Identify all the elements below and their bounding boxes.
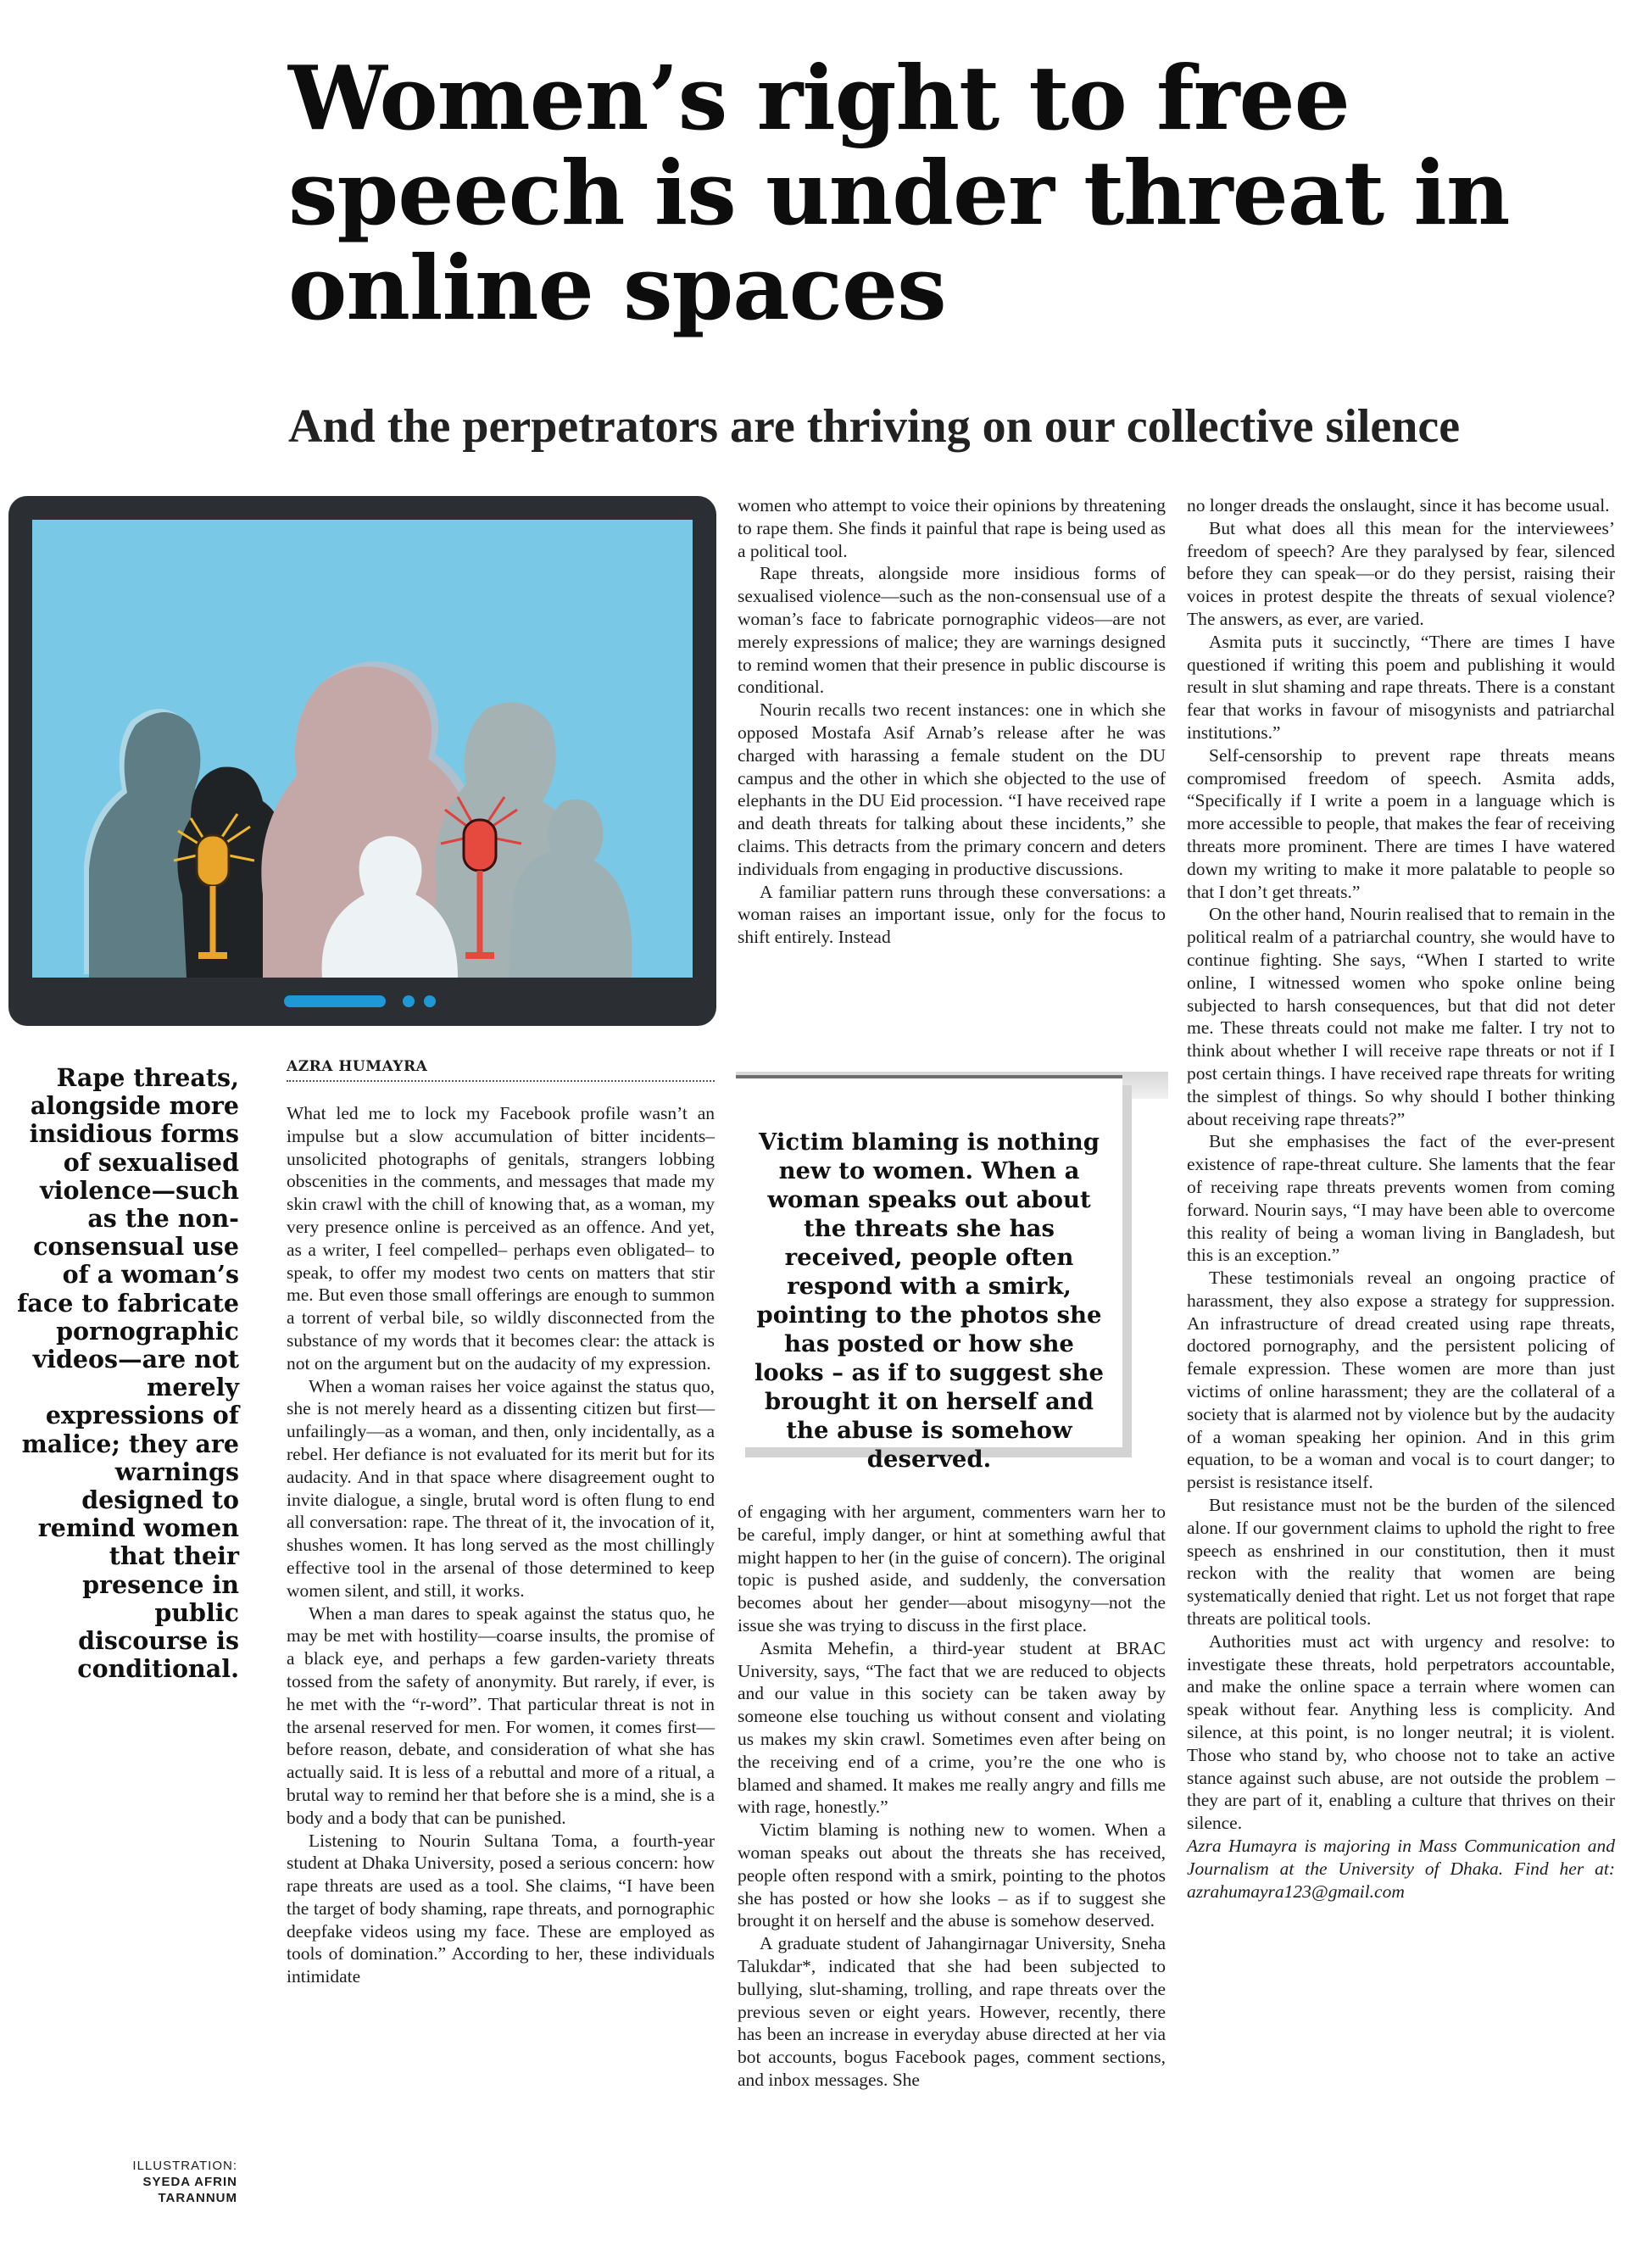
credit-name: TARANNUM [158, 2191, 237, 2205]
home-button-icon [284, 995, 386, 1007]
paragraph: no longer dreads the onslaught, since it has become usual. [1187, 495, 1610, 515]
article-column-2-top [738, 494, 1166, 949]
paragraph: When a woman raises her voice against the status quo, she is not merely heard as a dissenting citizen but first—unfailingly—as a woman, and then, only incidentally, as a rebel. Her defiance is not evaluated for its merit but for its audacity. And in that space where disagreement ought to invite dialogue, a single, brutal word is often flung to end all conversation: rape. The threat of it, the invocation of it, shushes women. It has long served as the most chillingly effective tool in the arsenal of those determined to keep women silent, and still, it works. [287, 1375, 715, 1601]
paragraph: Authorities must act with urgency and resolve: to investigate these threats, hold perpetrators accountable, and make the online space a terrain where women can speak without fear. Anything less is complicity. And silence, at this point, is no longer neutral; it is violent. Those who stand by, who choose not to take an active stance against such abuse, are not outside the problem – they are part of it, enabling a culture that thrives on their silence. [1187, 1630, 1615, 1834]
author-bio: Azra Humayra is majoring in Mass Communication and Journalism at the University of Dhaka. Find her at: azrahumayra123@gmail.com [1187, 1836, 1615, 1902]
paragraph: Victim blaming is nothing new to women. When a woman speaks out about the threats she has received, people often respond with a smirk, pointing to the photos she has posted or how she looks – as if to suggest she brought it on herself and the abuse is somehow deserved. [738, 1819, 1166, 1931]
article-column-3 [1187, 494, 1615, 1903]
credit-name: SYEDA AFRIN [142, 2175, 237, 2189]
byline: AZRA HUMAYRA [287, 1058, 715, 1082]
pull-quote: Rape threats, alongside more insidious forms of sexualised violence—such as the non-consensual use of a woman’s face to fabricate pornographic videos—are not merely expressions of malice; they are warnings designed to remind women that their presence in public discourse is conditional. [17, 1063, 239, 1684]
paragraph: On the other hand, Nourin realised that to remain in the political realm of a patriarchal country, she would have to continue fighting. She says, “When I started to write online, I witnessed women who spoke online being subjected to harsh consequences, but that did not deter me. These threats could not make me falter. I try not to think about whether I will receive rape threats or not if I post certain things. I have received rape threats for writing the simplest of things. So why should I bother thinking about receiving rape threats?” [1187, 904, 1615, 1129]
quote-box [736, 1075, 1122, 1473]
paragraph: Rape threats, alongside more insidious forms of sexualised violence—such as the non-consensual use of a woman’s face to fabricate pornographic videos—are not merely expressions of malice; they are warnings designed to remind women that their presence in public discourse is conditional. [738, 563, 1166, 698]
paragraph: When a man dares to speak against the status quo, he may be met with hostility—coarse insults, the promise of a black eye, and perhaps a few garden-variety threats tossed from the safety of anonymity. But rarely, if ever, is he met with the “r-word”. That particular threat is not in the arsenal reserved for men. For women, it comes first—before reason, debate, and consideration of what she has actually said. It is less of a rebuttal and more of a ritual, a brutal way to remind her that before she is a mind, she is a body and a body that can be punished. [287, 1602, 715, 1828]
article-column-2-bottom [738, 1501, 1166, 2092]
headline: Women’s right to free speech is under threat in online spaces [288, 46, 1510, 340]
paragraph: Asmita Mehefin, a third-year student at BRAC University, says, “The fact that we are reduced to objects and our value in this society can be taken away by someone else touching us without consent and violating us makes my skin crawl. Sometimes even after being on the receiving end of a crime, you’re the one who is blamed and shamed. It makes me really angry and fills me with rage, honestly.” [738, 1637, 1166, 1818]
paragraph: A graduate student of Jahangirnagar University, Sneha Talukdar*, indicated that she had been subjected to bullying, slut-shaming, trolling, and rape threats over the previous seven or eight years. However, recently, there has been an increase in everyday abuse directed at her via bot accounts, bogus Facebook pages, comment sections, and inbox messages. She [738, 1933, 1166, 2090]
paragraph: But she emphasises the fact of the ever-present existence of rape-threat culture. She laments that the fear of receiving rape threats prevents women from coming forward. Nourin says, “I may have been able to overcome this reality of being a woman living in Bangladesh, but this is an exception.” [1187, 1131, 1615, 1266]
paragraph: of engaging with her argument, commenters warn her to be careful, imply danger, or hint at something awful that might happen to her (in the guise of concern). The original topic is pushed aside, and suddenly, the conversation becomes about her gender—about misogyny—not the issue she was trying to discuss in the first place. [738, 1502, 1166, 1636]
credit-label: ILLUSTRATION: [132, 2159, 237, 2173]
quote-box-text: Victim blaming is nothing new to women. When a woman speaks out about the threats she has received, people often respond with a smirk, pointing to the photos she has posted or how she looks – as if to suggest she brought it on herself and the abuse is somehow deserved. [754, 1128, 1105, 1473]
paragraph: women who attempt to voice their opinions by threatening to rape them. She finds it painful that rape is being used as a political tool. [738, 495, 1166, 561]
paragraph: What led me to lock my Facebook profile wasn’t an impulse but a slow accumulation of bitter incidents– unsolicited photographs of genitals, strangers lobbing obscenities in the comments, and messages that made my skin crawl with the chill of knowing that, as a woman, my very presence online is perceived as an offence. And yet, as a writer, I feel compelled– perhaps even obligated– to speak, to offer my modest two cents on matters that stir me. But even those small offerings are enough to summon a torrent of verbal bile, so wildly disconnected from the substance of my words that it becomes clear: the attack is not on the argument but on the audacity of my expression. [287, 1103, 715, 1374]
illustration-credit [93, 2158, 237, 2206]
paragraph: Nourin recalls two recent instances: one in which she opposed Mostafa Asif Arnab’s release after he was charged with harassing a female student on the DU campus and the other in which she objected to the use of elephants in the DU Eid procession. “I have received rape and death threats for talking about these incidents,” she claims. This detracts from the primary concern and deters individuals from engaging in productive discussions. [738, 699, 1166, 879]
tablet-illustration [8, 496, 716, 1026]
dot-icon [403, 995, 415, 1007]
paragraph: But resistance must not be the burden of the silenced alone. If our government claims to uphold the right to free speech as enshrined in our constitution, then it must reckon with the reality that women are being systematically denied that right. Let us not forget that rape threats are political tools. [1187, 1495, 1615, 1630]
dot-icon [424, 995, 436, 1007]
paragraph: But what does all this mean for the interviewees’ freedom of speech? Are they paralysed by fear, silenced before they can speak—or do they persist, raising their voices in protest despite the threats of sexual violence? The answers, as ever, are varied. [1187, 517, 1615, 629]
paragraph: A familiar pattern runs through these conversations: a woman raises an important issue, only for the focus to shift entirely. Instead [738, 881, 1166, 948]
paragraph: These testimonials reveal an ongoing practice of harassment, they also expose a strategy for suppression. An infrastructure of dread created using rape threats, doctored pornography, and the persistent policing of female expression. These women are more than just victims of online harassment; they are the collateral of a society that is alarmed not by violence but by the audacity of a woman speaking her opinion. And in this grim equation, to be a woman and vocal is to court danger; to persist is resistance itself. [1187, 1268, 1615, 1493]
paragraph: Asmita puts it succinctly, “There are times I have questioned if writing this poem and publishing it would result in slut shaming and rape threats. There is a constant fear that works in favour of misogynists and patriarchal institutions.” [1187, 631, 1615, 743]
article-column-1 [287, 1102, 715, 1988]
subheadline: And the perpetrators are thriving on our collective silence [288, 400, 1461, 453]
paragraph: Self-censorship to prevent rape threats means compromised freedom of speech. Asmita adds, “Specifically if I write a poem in a language which is more accessible to people, that makes the fear of receiving threats more prominent. There are times I have watered down my writing to make it more palatable to people so that I don’t get threats.” [1187, 744, 1615, 902]
paragraph: Listening to Nourin Sultana Toma, a fourth-year student at Dhaka University, posed a serious concern: how rape threats are used as a tool. She claims, “I have been the target of body shaming, rape threats, and pornographic deepfake videos using my face. These are employed as tools of domination.” According to her, these individuals intimidate [287, 1830, 715, 1987]
